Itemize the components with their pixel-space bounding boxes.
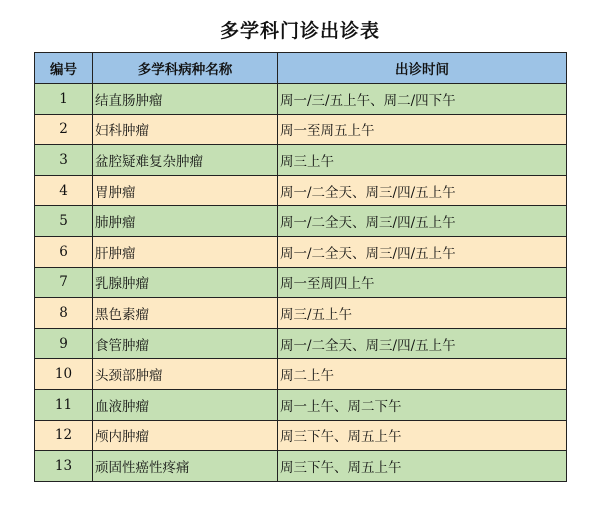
table-row bbox=[35, 359, 567, 390]
row-disease-name: 血液肿瘤 bbox=[93, 389, 278, 420]
table-row bbox=[35, 145, 567, 176]
row-clinic-time: 周一/三/五上午、周二/四下午 bbox=[278, 84, 567, 115]
row-disease-name: 乳腺肿瘤 bbox=[93, 267, 278, 298]
table-row bbox=[35, 236, 567, 267]
clinic-schedule-table bbox=[34, 52, 567, 482]
table-row bbox=[35, 114, 567, 145]
row-number: 11 bbox=[35, 389, 93, 420]
header-clinic-time: 出诊时间 bbox=[278, 53, 567, 84]
row-number: 3 bbox=[35, 145, 93, 176]
row-disease-name: 头颈部肿瘤 bbox=[93, 359, 278, 390]
row-disease-name: 肺肿瘤 bbox=[93, 206, 278, 237]
table-row bbox=[35, 298, 567, 329]
row-disease-name: 颅内肿瘤 bbox=[93, 420, 278, 451]
row-clinic-time: 周一/二全天、周三/四/五上午 bbox=[278, 328, 567, 359]
row-clinic-time: 周一至周五上午 bbox=[278, 114, 567, 145]
row-disease-name: 顽固性癌性疼痛 bbox=[93, 451, 278, 482]
table-row bbox=[35, 328, 567, 359]
row-clinic-time: 周三下午、周五上午 bbox=[278, 420, 567, 451]
table-row bbox=[35, 389, 567, 420]
row-clinic-time: 周一/二全天、周三/四/五上午 bbox=[278, 206, 567, 237]
table-row bbox=[35, 420, 567, 451]
row-number: 13 bbox=[35, 451, 93, 482]
row-number: 1 bbox=[35, 84, 93, 115]
row-number: 12 bbox=[35, 420, 93, 451]
row-number: 2 bbox=[35, 114, 93, 145]
row-disease-name: 结直肠肿瘤 bbox=[93, 84, 278, 115]
row-clinic-time: 周三/五上午 bbox=[278, 298, 567, 329]
header-number: 编号 bbox=[35, 53, 93, 84]
table-header-row bbox=[35, 53, 567, 84]
row-number: 10 bbox=[35, 359, 93, 390]
table-row bbox=[35, 175, 567, 206]
row-clinic-time: 周一/二全天、周三/四/五上午 bbox=[278, 236, 567, 267]
row-number: 9 bbox=[35, 328, 93, 359]
row-disease-name: 妇科肿瘤 bbox=[93, 114, 278, 145]
header-disease-name: 多学科病种名称 bbox=[93, 53, 278, 84]
page-title: 多学科门诊出诊表 bbox=[219, 20, 380, 42]
row-clinic-time: 周一/二全天、周三/四/五上午 bbox=[278, 175, 567, 206]
table-row bbox=[35, 206, 567, 237]
row-number: 5 bbox=[35, 206, 93, 237]
table-row bbox=[35, 84, 567, 115]
row-disease-name: 肝肿瘤 bbox=[93, 236, 278, 267]
row-disease-name: 食管肿瘤 bbox=[93, 328, 278, 359]
row-number: 4 bbox=[35, 175, 93, 206]
row-clinic-time: 周二上午 bbox=[278, 359, 567, 390]
row-number: 7 bbox=[35, 267, 93, 298]
row-disease-name: 胃肿瘤 bbox=[93, 175, 278, 206]
row-number: 6 bbox=[35, 236, 93, 267]
row-clinic-time: 周一上午、周二下午 bbox=[278, 389, 567, 420]
row-clinic-time: 周一至周四上午 bbox=[278, 267, 567, 298]
row-clinic-time: 周三上午 bbox=[278, 145, 567, 176]
row-disease-name: 黑色素瘤 bbox=[93, 298, 278, 329]
row-disease-name: 盆腔疑难复杂肿瘤 bbox=[93, 145, 278, 176]
row-number: 8 bbox=[35, 298, 93, 329]
row-clinic-time: 周三下午、周五上午 bbox=[278, 451, 567, 482]
table-row bbox=[35, 451, 567, 482]
table-row bbox=[35, 267, 567, 298]
